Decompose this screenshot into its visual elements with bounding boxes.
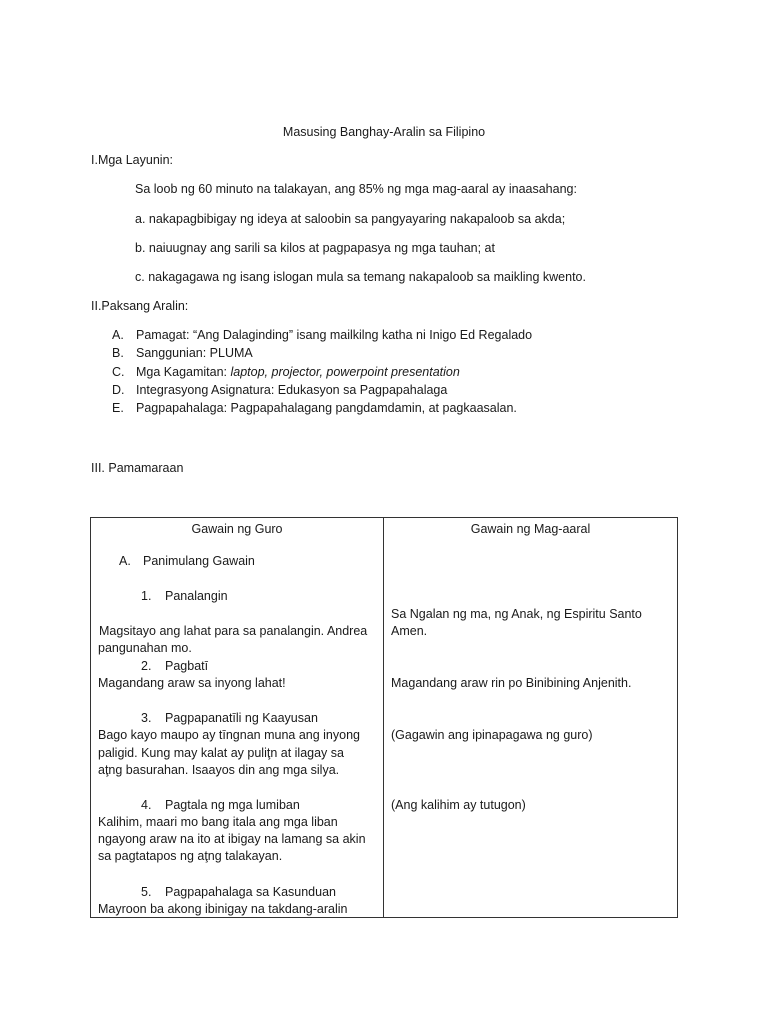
magaaral-line: Amen. xyxy=(391,624,428,638)
step-title xyxy=(141,588,228,605)
column-header-guro: Gawain ng Guro xyxy=(191,522,283,536)
step-title xyxy=(141,710,318,727)
page-title: Masusing Banghay-Aralin sa Filipino xyxy=(282,125,486,139)
paksa-item xyxy=(112,382,447,399)
pamamaraan-heading: III. Pamamaraan xyxy=(91,461,184,475)
guro-line: ngayong araw na ito at ibigay na lamang sa akin xyxy=(98,832,366,846)
paksa-item-text: Pamagat: “Ang Dalaginding” isang mailkilng katha ni Inigo Ed Regalado xyxy=(136,328,533,342)
guro-line: aţng basurahan. Isaayos din ang mga silya. xyxy=(98,763,340,777)
pamamaraan-table xyxy=(90,517,678,918)
paksa-item-text: Mga Kagamitan: xyxy=(136,365,231,379)
paksa-item-label: E. xyxy=(112,401,124,415)
step-title-text: Pagpapanatīli ng Kaayusan xyxy=(165,711,318,725)
paksa-item xyxy=(112,364,460,381)
paksa-heading: II.Paksang Aralin: xyxy=(91,299,189,313)
guro-line: pangunahan mo. xyxy=(98,641,192,655)
paksa-item-italic: laptop, projector, powerpoint presentation xyxy=(230,365,460,379)
layunin-item: a. nakapagbibigay ng ideya at saloobin sa pangyayaring nakapaloob sa akda; xyxy=(135,212,566,226)
paksa-item-label: B. xyxy=(112,346,124,360)
magaaral-line: Sa Ngalan ng ma, ng Anak, ng Espiritu Santo xyxy=(391,607,642,621)
step-title-text: Pagtala ng mga lumiban xyxy=(165,798,300,812)
section-text: Panimulang Gawain xyxy=(143,554,255,568)
magaaral-line: Magandang araw rin po Binibining Anjenith. xyxy=(391,676,632,690)
step-number: 2. xyxy=(141,659,152,673)
step-title xyxy=(141,797,300,814)
gawain-magaaral-column xyxy=(384,518,678,918)
layunin-heading: I.Mga Layunin: xyxy=(91,153,173,167)
guro-line: Kalihim, maari mo bang itala ang mga liban xyxy=(98,815,338,829)
step-title-text: Pagpapahalaga sa Kasunduan xyxy=(165,885,336,899)
gawain-guro-column xyxy=(91,518,384,918)
paksa-item-label: C. xyxy=(112,365,125,379)
section-label: A. xyxy=(119,554,131,568)
paksa-item-text: Sanggunian: PLUMA xyxy=(136,346,253,360)
layunin-item: b. naiuugnay ang sarili sa kilos at pagpapasya ng mga tauhan; at xyxy=(135,241,495,255)
column-header-magaaral: Gawain ng Mag-aaral xyxy=(470,522,591,536)
step-number: 3. xyxy=(141,711,152,725)
guro-line: Magsitayo ang lahat para sa panalangin. Andrea xyxy=(99,624,368,638)
guro-line: Magandang araw sa inyong lahat! xyxy=(98,676,286,690)
paksa-item-label: A. xyxy=(112,328,124,342)
layunin-item: c. nakagagawa ng isang islogan mula sa temang nakapaloob sa maikling kwento. xyxy=(135,270,586,284)
step-number: 5. xyxy=(141,885,152,899)
layunin-intro: Sa loob ng 60 minuto na talakayan, ang 85% ng mga mag-aaral ay inaasahang: xyxy=(135,182,577,196)
paksa-item-text: Pagpapahalaga: Pagpapahalagang pangdamdamin, at pagkaasalan. xyxy=(136,401,517,415)
magaaral-line: (Ang kalihim ay tutugon) xyxy=(391,798,526,812)
step-title-text: Pagbatī xyxy=(165,659,209,673)
step-number: 1. xyxy=(141,589,152,603)
paksa-item-text: Integrasyong Asignatura: Edukasyon sa Pagpapahalaga xyxy=(136,383,448,397)
guro-line: Bago kayo maupo ay tīngnan muna ang inyong xyxy=(98,728,360,742)
paksa-item xyxy=(112,400,517,417)
guro-line: paligid. Kung may kalat ay puliţn at ilagay sa xyxy=(98,746,344,760)
paksa-item xyxy=(112,345,253,362)
step-number: 4. xyxy=(141,798,152,812)
step-title-text: Panalangin xyxy=(165,589,228,603)
step-title xyxy=(141,658,208,675)
guro-line: Mayroon ba akong ibinigay na takdang-aralin xyxy=(98,902,348,916)
paksa-item xyxy=(112,327,532,344)
guro-line: sa pagtatapos ng aţng talakayan. xyxy=(98,849,283,863)
paksa-item-label: D. xyxy=(112,383,125,397)
magaaral-line: (Gagawin ang ipinapagawa ng guro) xyxy=(391,728,593,742)
section-heading xyxy=(119,553,255,570)
step-title xyxy=(141,884,336,901)
